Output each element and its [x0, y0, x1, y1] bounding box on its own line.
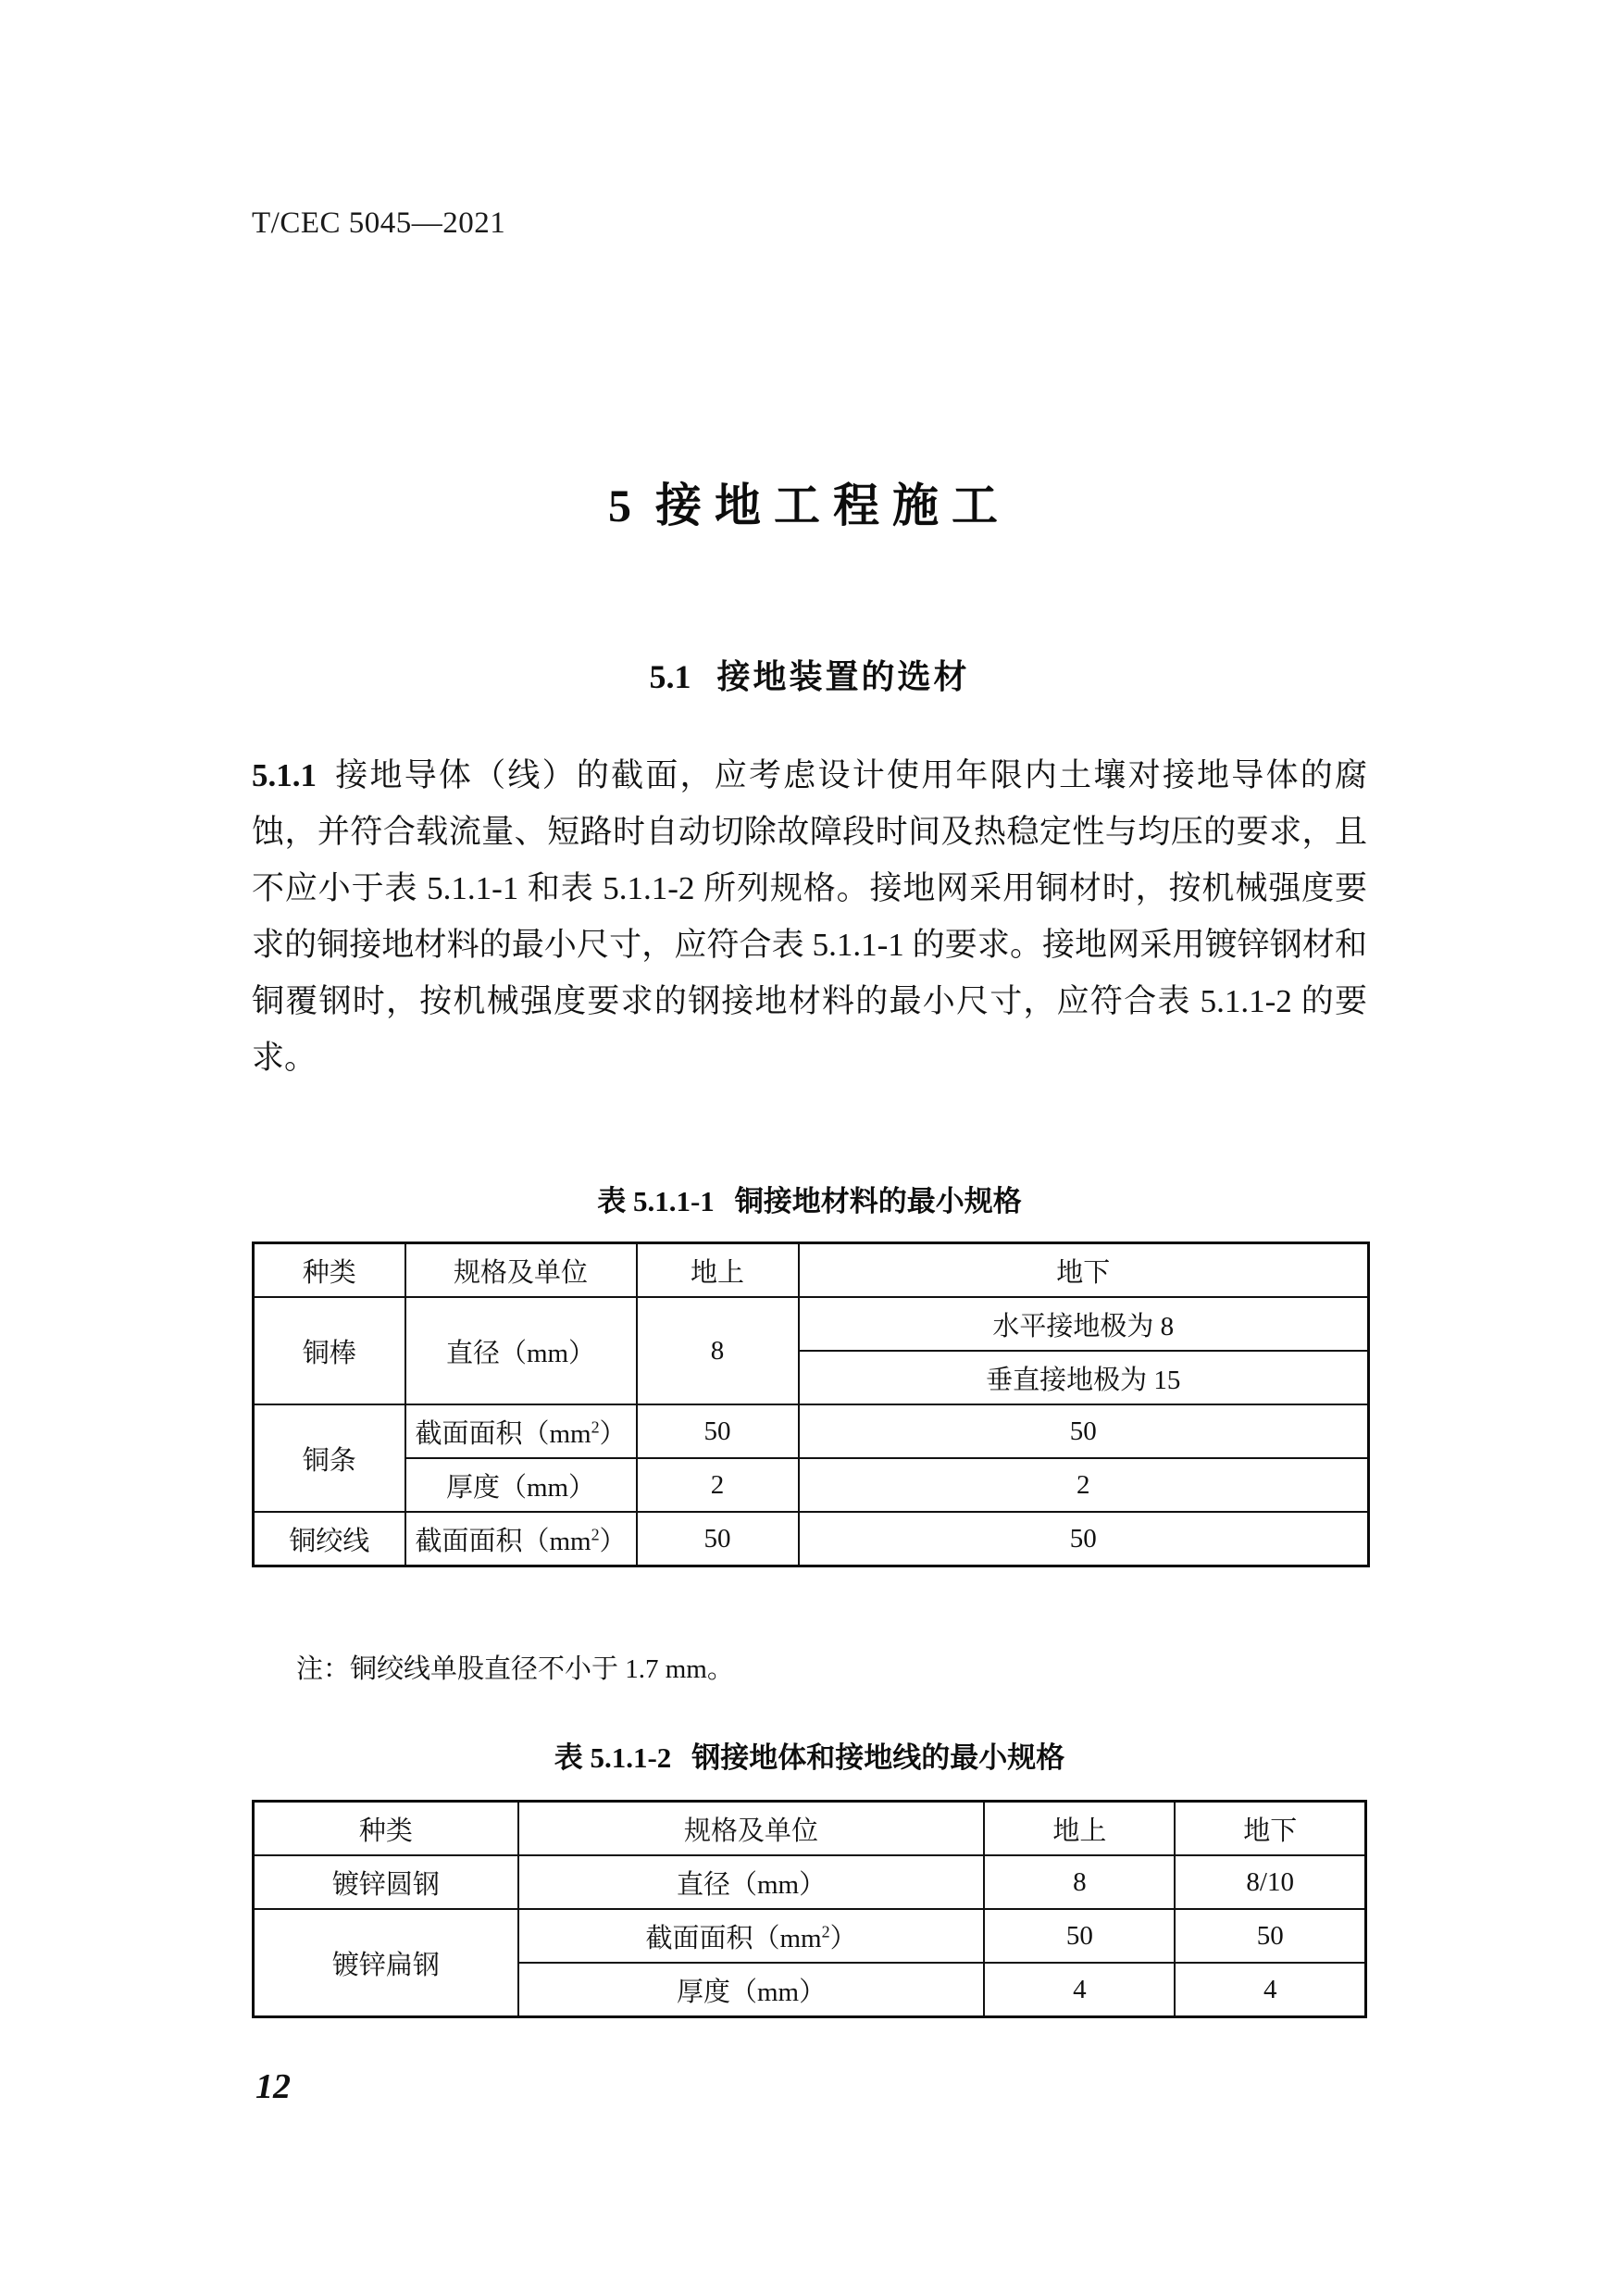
table-1-caption-number: 表 5.1.1-1 [597, 1185, 715, 1217]
table-2-cell-spec-thickness-flat: 厚度（mm） [518, 1963, 985, 2017]
table-1-cell-below-horizontal-electrode: 水平接地极为 8 [799, 1297, 1369, 1351]
table-row [254, 1458, 1369, 1512]
page-number: 12 [255, 2067, 291, 2106]
table-2-cell-below-flat-area: 50 [1175, 1909, 1365, 1963]
table-1-cell-spec-thickness-strip: 厚度（mm） [405, 1458, 637, 1512]
table-steel-minimum-spec [252, 1800, 1367, 2018]
table-1-cell-below-strip-area: 50 [799, 1404, 1369, 1458]
spec-area-text: 截面面积（mm [645, 1923, 822, 1953]
table-1-caption [252, 1178, 1367, 1219]
table-2-cell-kind-flat-steel: 镀锌扁钢 [254, 1909, 518, 2017]
spec-area-close: ） [599, 1418, 627, 1449]
table-2-cell-above-flat-area: 50 [984, 1909, 1175, 1963]
table-1-cell-spec-area-stranded [405, 1512, 637, 1566]
table-1-cell-kind-copper-stranded: 铜绞线 [254, 1512, 405, 1566]
table-2-header-kind: 种类 [254, 1802, 518, 1856]
table-1-cell-spec-diameter: 直径（mm） [405, 1297, 637, 1404]
table-2-caption-number: 表 5.1.1-2 [554, 1741, 672, 1774]
table-1-note: 注：铜绞线单股直径不小于 1.7 mm。 [296, 1654, 734, 1684]
table-2-cell-above-round-steel: 8 [984, 1855, 1175, 1909]
section-heading [252, 651, 1367, 698]
table-row [254, 1404, 1369, 1458]
table-1-cell-above-strip-thickness: 2 [637, 1458, 799, 1512]
table-2-header-above-ground: 地上 [984, 1802, 1175, 1856]
table-1-cell-below-stranded-area: 50 [799, 1512, 1369, 1566]
chapter-number: 5 [608, 479, 631, 531]
table-1-cell-above-stranded-area: 50 [637, 1512, 799, 1566]
table-2-cell-spec-diameter: 直径（mm） [518, 1855, 985, 1909]
section-number: 5.1 [649, 657, 691, 695]
spec-area-close: ） [599, 1526, 627, 1556]
table-2-caption-title: 钢接地体和接地线的最小规格 [691, 1741, 1065, 1774]
spec-area-text: 截面面积（mm [415, 1418, 591, 1449]
table-row-header [254, 1243, 1369, 1298]
table-2-caption [252, 1734, 1367, 1776]
table-2-header-spec: 规格及单位 [518, 1802, 985, 1856]
table-row [254, 1855, 1366, 1909]
clause-paragraph [252, 747, 1367, 1086]
table-2-cell-above-flat-thickness: 4 [984, 1963, 1175, 2017]
table-1-caption-title: 铜接地材料的最小规格 [734, 1185, 1022, 1217]
table-row [254, 1909, 1366, 1963]
table-row [254, 1512, 1369, 1566]
table-1-header-spec: 规格及单位 [405, 1243, 637, 1298]
table-2-header-below-ground: 地下 [1175, 1802, 1365, 1856]
table-1-header-kind: 种类 [254, 1243, 405, 1298]
table-1-cell-kind-copper-strip: 铜条 [254, 1404, 405, 1512]
spec-area-close: ） [829, 1923, 857, 1953]
clause-text: 接地导体（线）的截面，应考虑设计使用年限内土壤对接地导体的腐蚀，并符合载流量、短路时自动切除故障段时间及热稳定性与均压的要求，且不应小于表 5.1.1-1 和表 5.1.1-2 所列规格。接地网采用铜材时，按机械强度要求的铜接地材料的最小尺寸，应符合表 5.1.1-1 的要求。接地网采用镀锌钢材和铜覆钢时，按机械强度要求的钢接地材料的最小尺寸，应符合表 5.1.1-2 的要求。 [252, 757, 1367, 1076]
table-2-cell-spec-area-flat [518, 1909, 985, 1963]
table-1-header-below-ground: 地下 [799, 1243, 1369, 1298]
spec-area-superscript: 2 [591, 1524, 600, 1543]
spec-area-superscript: 2 [821, 1921, 830, 1940]
table-1-cell-above-strip-area: 50 [637, 1404, 799, 1458]
spec-area-superscript: 2 [591, 1416, 600, 1436]
table-row-header [254, 1802, 1366, 1856]
chapter-title-text: 接地工程施工 [655, 479, 1011, 531]
table-1-cell-below-vertical-electrode: 垂直接地极为 15 [799, 1351, 1369, 1404]
table-1-header-above-ground: 地上 [637, 1243, 799, 1298]
chapter-title [252, 468, 1367, 535]
table-2-cell-below-round-steel: 8/10 [1175, 1855, 1365, 1909]
table-1-cell-above-copper-rod: 8 [637, 1297, 799, 1404]
clause-number: 5.1.1 [252, 757, 317, 793]
running-header-standard-code: T/CEC 5045—2021 [252, 206, 506, 240]
section-title-text: 接地装置的选材 [716, 657, 970, 695]
table-1-cell-spec-area-strip [405, 1404, 637, 1458]
spec-area-text: 截面面积（mm [415, 1526, 591, 1556]
table-2-cell-below-flat-thickness: 4 [1175, 1963, 1365, 2017]
table-copper-minimum-spec [252, 1242, 1370, 1567]
table-1-cell-kind-copper-rod: 铜棒 [254, 1297, 405, 1404]
table-1-cell-below-strip-thickness: 2 [799, 1458, 1369, 1512]
table-2-cell-kind-round-steel: 镀锌圆钢 [254, 1855, 518, 1909]
table-row [254, 1297, 1369, 1351]
